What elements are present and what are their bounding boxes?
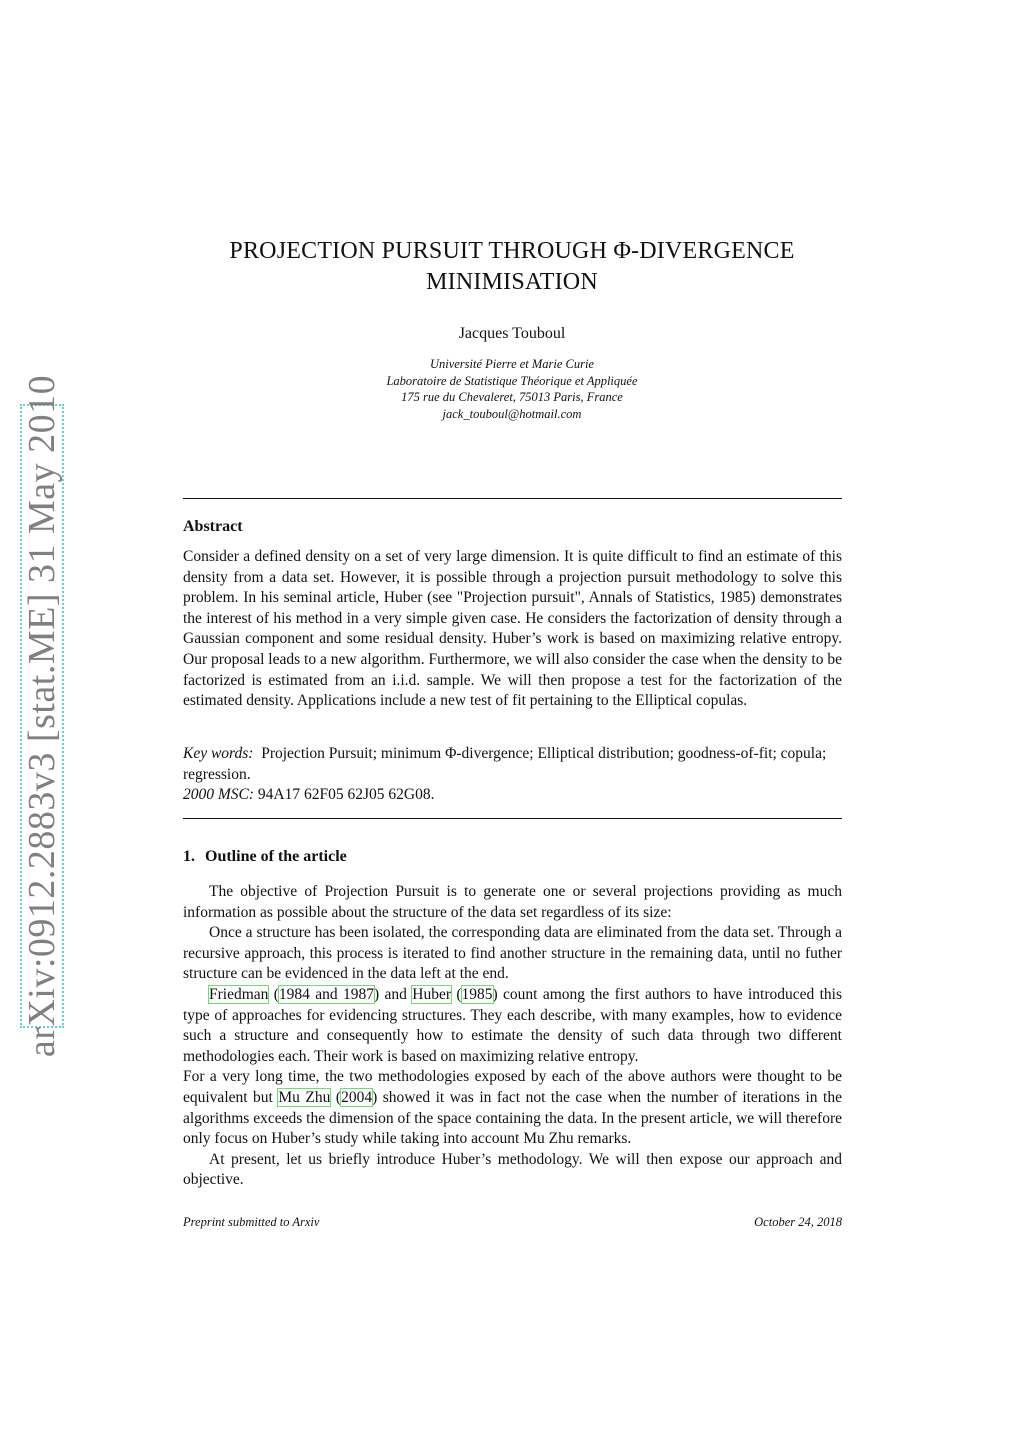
- footer-preprint-note: Preprint submitted to Arxiv: [183, 1215, 320, 1229]
- abstract-text: Consider a defined density on a set of very large dimension. It is quite difficult to find an estimate of this density from a data set. However, it is possible through a projection pursuit methodology to solve this problem. In his seminal article, Huber (see "Projection pursuit", Annals of Statistics, 1985) demonstrates the interest of his method in a very simple given case. He considers the factorization of density through a Gaussian component and some residual density. Huber’s work is based on maximizing relative entropy. Our proposal leads to a new algorithm. Furthermore, we will also consider the case when the density to be factorized is estimated from an i.i.d. sample. We will then propose a test for the factorization of the estimated density. Applications include a new test of fit pertaining to the Elliptical copulas.: [183, 548, 842, 710]
- citation-link-mu-zhu[interactable]: Mu Zhu: [278, 1088, 331, 1106]
- keywords-label: Key words:: [183, 745, 254, 762]
- author-email: jack_touboul@hotmail.com: [442, 406, 582, 421]
- keywords-text: Projection Pursuit; minimum Φ-divergence; Elliptical distribution; goodness-of-fit; copula; regression.: [183, 745, 827, 783]
- arxiv-side-stamp: [20, 374, 64, 1058]
- footer-date: October 24, 2018: [754, 1215, 842, 1229]
- section-title: Outline of the article: [205, 848, 347, 865]
- abstract-body: [183, 547, 842, 712]
- top-divider: [183, 498, 842, 499]
- section-body: [183, 882, 842, 1191]
- section-heading: [183, 848, 347, 866]
- affiliation-block: [182, 356, 842, 422]
- citation-link-huber-year[interactable]: 1985: [461, 985, 493, 1003]
- msc-line: [183, 785, 842, 806]
- citation-link-mu-zhu-year[interactable]: 2004: [341, 1088, 373, 1106]
- citation-link-friedman-years[interactable]: 1984 and 1987: [278, 985, 375, 1003]
- section-number: 1.: [183, 848, 195, 865]
- body-paragraph-5: At present, let us briefly introduce Huber’s methodology. We will then expose our approach and objective.: [183, 1150, 842, 1189]
- body-paragraph-3: Friedman (1984 and 1987) and Huber (1985) count among the first authors to have introduced this type of approaches for evidencing structures. They each describe, with many examples, how to evidence such a structure and consequently how to estimate the density of such data through two different methodologies each. Their work is based on maximizing relative entropy.: [183, 985, 842, 1065]
- abstract-heading: Abstract: [183, 518, 243, 535]
- citation-link-friedman[interactable]: Friedman: [209, 985, 269, 1003]
- author-name: Jacques Touboul: [458, 325, 566, 342]
- msc-label: 2000 MSC:: [183, 786, 255, 804]
- affiliation-university: Université Pierre et Marie Curie: [429, 357, 595, 371]
- body-paragraph-1: The objective of Projection Pursuit is to generate one or several projections providing as much information as possible about the structure of the data set regardless of its size:: [183, 883, 842, 921]
- msc-text: 94A17 62F05 62J05 62G08.: [257, 786, 435, 804]
- bottom-divider: [183, 818, 842, 819]
- arxiv-identifier: arXiv:0912.2883v3 [stat.ME] 31 May 2010: [21, 374, 63, 1058]
- keywords-block: [183, 744, 842, 806]
- body-paragraph-4: For a very long time, the two methodologies exposed by each of the above authors were thought to be equivalent but Mu Zhu (2004) showed it was in fact not the case when the number of iterations in the algorithms exceeds the dimension of the space containing the data. In the present article, we will therefore only focus on Huber’s study while taking into account Mu Zhu remarks.: [183, 1068, 842, 1148]
- title-line-2: MINIMISATION: [426, 269, 598, 295]
- paper-title: [182, 236, 842, 298]
- affiliation-laboratory: Laboratoire de Statistique Théorique et Appliquée: [386, 373, 638, 388]
- body-paragraph-2: Once a structure has been isolated, the corresponding data are eliminated from the data set. Through a recursive approach, this process is iterated to find another structure in the remaining data, until no futher structure can be evidenced in the data left at the end.: [183, 924, 842, 983]
- keywords-line: [183, 744, 842, 785]
- title-line-1: PROJECTION PURSUIT THROUGH Φ-DIVERGENCE: [229, 238, 795, 264]
- page-footer: [183, 1215, 842, 1230]
- citation-link-huber[interactable]: Huber: [412, 985, 452, 1003]
- affiliation-address: 175 rue du Chevaleret, 75013 Paris, France: [401, 390, 623, 404]
